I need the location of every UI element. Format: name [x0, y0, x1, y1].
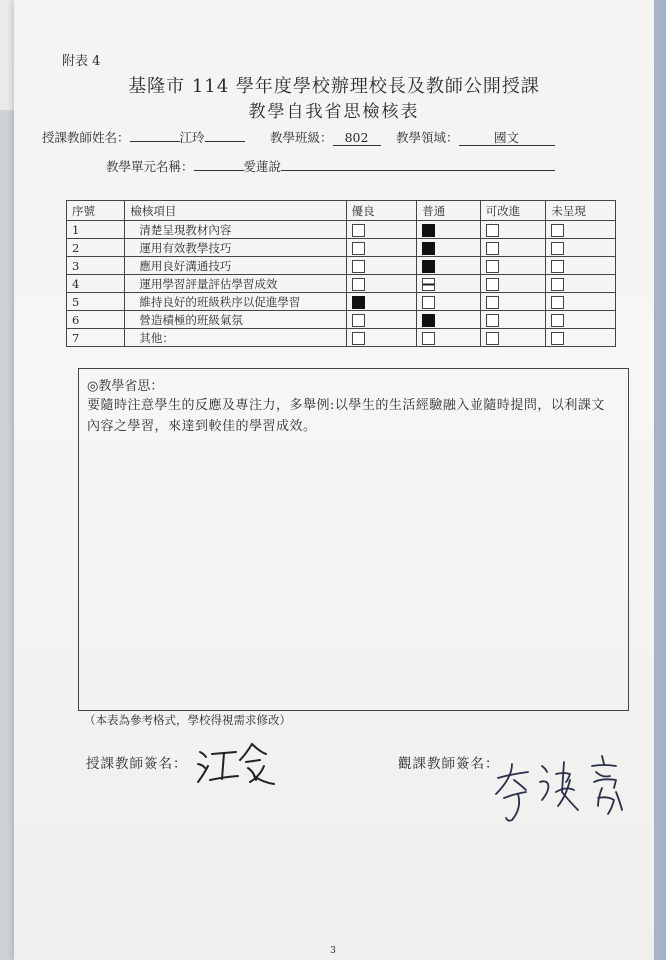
page-number: 3	[330, 946, 336, 956]
rating-cell	[346, 329, 417, 347]
checkbox[interactable]	[551, 332, 564, 345]
row-number: 1	[67, 221, 125, 239]
form-subtitle: 教學自我省思檢核表	[248, 102, 420, 122]
rating-cell	[346, 239, 417, 257]
rating-cell	[480, 257, 546, 275]
reflection-heading: ◎教學省思：	[87, 379, 164, 394]
checkbox[interactable]	[352, 314, 365, 327]
teacher-signature-label: 授課教師簽名：	[86, 756, 188, 772]
checkbox[interactable]	[486, 314, 499, 327]
observer-signature-label: 觀課教師簽名：	[398, 756, 500, 772]
rating-cell	[480, 311, 546, 329]
checkbox[interactable]	[352, 296, 365, 309]
checkbox[interactable]	[352, 260, 365, 273]
table-row	[67, 311, 616, 329]
class-value: 802	[333, 131, 381, 146]
rating-cell	[546, 329, 616, 347]
checkbox[interactable]	[551, 242, 564, 255]
checkbox[interactable]	[422, 242, 435, 255]
checkbox[interactable]	[422, 314, 435, 327]
header-average: 普通	[417, 201, 481, 221]
format-note: （本表為參考格式，學校得視需求修改）	[84, 713, 291, 727]
table-row	[67, 221, 616, 239]
checkbox[interactable]	[486, 260, 499, 273]
row-number: 7	[67, 329, 125, 347]
rating-cell	[546, 293, 616, 311]
unit-field	[106, 157, 555, 175]
rating-cell	[546, 311, 616, 329]
row-item: 應用良好溝通技巧	[125, 257, 346, 275]
rating-cell	[417, 311, 481, 329]
rating-cell	[417, 329, 481, 347]
rating-cell	[346, 311, 417, 329]
row-number: 6	[67, 311, 125, 329]
rating-cell	[480, 329, 546, 347]
rating-cell	[417, 257, 481, 275]
class-field	[270, 128, 381, 146]
checkbox[interactable]	[352, 224, 365, 237]
subject-field	[396, 128, 555, 146]
checkbox[interactable]	[551, 296, 564, 309]
checkbox[interactable]	[486, 332, 499, 345]
table-row	[67, 257, 616, 275]
row-number: 4	[67, 275, 125, 293]
row-item: 其他：	[125, 329, 346, 347]
teacher-name-label: 授課教師姓名：	[42, 130, 130, 145]
checkbox[interactable]	[486, 224, 499, 237]
checkbox[interactable]	[551, 278, 564, 291]
checkbox[interactable]	[486, 296, 499, 309]
checkbox[interactable]	[551, 224, 564, 237]
subject-value: 國文	[459, 131, 555, 146]
row-item: 營造積極的班級氣氛	[125, 311, 346, 329]
teacher-signature	[194, 738, 284, 786]
teacher-name-field	[42, 128, 245, 146]
reflection-text: 要隨時注意學生的反應及專注力，多舉例:以學生的生活經驗融入並隨時提問，以利課文內容之學習，來達到較佳的學習成效。	[87, 398, 605, 434]
checkbox[interactable]	[422, 278, 435, 291]
rating-cell	[546, 221, 616, 239]
rating-cell	[417, 275, 481, 293]
rating-cell	[480, 293, 546, 311]
rating-cell	[546, 239, 616, 257]
checkbox[interactable]	[422, 332, 435, 345]
unit-label: 教學單元名稱：	[106, 159, 194, 174]
header-excellent: 優良	[346, 201, 417, 221]
row-item: 清楚呈現教材內容	[125, 221, 346, 239]
rating-cell	[417, 239, 481, 257]
checkbox[interactable]	[352, 332, 365, 345]
checkbox[interactable]	[486, 278, 499, 291]
table-header-row	[67, 201, 616, 221]
rating-cell	[346, 221, 417, 239]
table-row	[67, 329, 616, 347]
row-item: 運用有效教學技巧	[125, 239, 346, 257]
header-number: 序號	[67, 201, 125, 221]
rating-cell	[346, 257, 417, 275]
table-row	[67, 275, 616, 293]
rating-cell	[546, 275, 616, 293]
rating-cell	[480, 275, 546, 293]
rating-cell	[480, 239, 546, 257]
row-number: 5	[67, 293, 125, 311]
unit-value: 愛蓮說	[243, 159, 282, 174]
checkbox[interactable]	[551, 260, 564, 273]
row-number: 3	[67, 257, 125, 275]
table-row	[67, 239, 616, 257]
checkbox[interactable]	[422, 224, 435, 237]
rating-cell	[346, 275, 417, 293]
checkbox[interactable]	[352, 242, 365, 255]
rating-cell	[346, 293, 417, 311]
rating-cell	[417, 293, 481, 311]
row-number: 2	[67, 239, 125, 257]
checkbox[interactable]	[422, 296, 435, 309]
rating-cell	[480, 221, 546, 239]
checkbox[interactable]	[486, 242, 499, 255]
rating-cell	[417, 221, 481, 239]
reflection-box	[78, 368, 629, 711]
row-item: 維持良好的班級秩序以促進學習	[125, 293, 346, 311]
row-item: 運用學習評量評估學習成效	[125, 275, 346, 293]
appendix-label: 附表 4	[62, 54, 101, 69]
checklist-table	[66, 200, 616, 347]
teacher-name-value: 江玲	[179, 130, 205, 145]
header-not-shown: 未呈現	[546, 201, 616, 221]
checkbox[interactable]	[352, 278, 365, 291]
header-item: 檢核項目	[125, 201, 346, 221]
checkbox[interactable]	[551, 314, 564, 327]
header-improvable: 可改進	[480, 201, 546, 221]
checkbox[interactable]	[422, 260, 435, 273]
rating-cell	[546, 257, 616, 275]
form-title: 基隆市 114 學年度學校辦理校長及教師公開授課	[128, 76, 540, 97]
table-row	[67, 293, 616, 311]
document-page	[14, 0, 654, 960]
observer-signature	[490, 752, 640, 826]
subject-label: 教學領域：	[396, 130, 459, 145]
class-label: 教學班級：	[270, 130, 333, 145]
